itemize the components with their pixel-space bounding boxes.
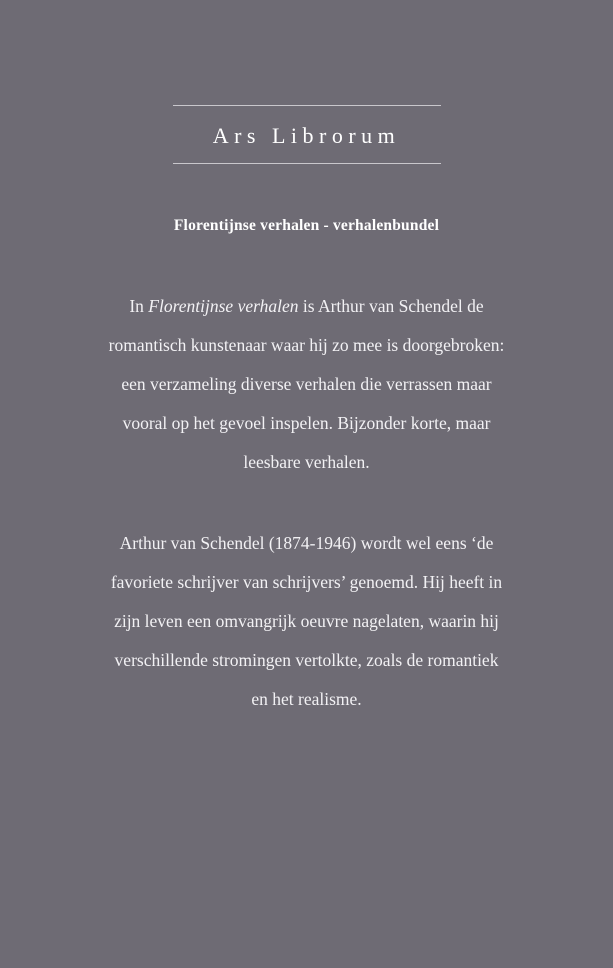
description-rest: is Arthur van Schendel de romantisch kunstenaar waar hij zo mee is doorgebroken: een verzameling diverse verhalen die verrassen maar vooral op het gevoel inspelen. Bijzonder korte, maar leesbare verhalen. bbox=[108, 296, 505, 473]
logo-divider-top bbox=[173, 105, 441, 106]
description-lead: In bbox=[129, 296, 149, 317]
publisher-name: Ars Librorum bbox=[212, 123, 401, 148]
publisher-logo bbox=[173, 0, 441, 164]
logo-divider-bottom bbox=[173, 163, 441, 164]
description-paragraph-first bbox=[107, 287, 507, 482]
book-title-italic: Florentijnse verhalen bbox=[148, 296, 299, 317]
description-paragraph-second: Arthur van Schendel (1874-1946) wordt wel eens ‘de favoriete schrijver van schrijvers’ genoemd. Hij heeft in zijn leven een omvangrijk oeuvre nagelaten, waarin hij verschillende stromingen vertolkte, zoals de romantiek en het realisme. bbox=[110, 533, 503, 710]
book-subtitle: Florentijnse verhalen - verhalenbundel bbox=[173, 217, 440, 235]
